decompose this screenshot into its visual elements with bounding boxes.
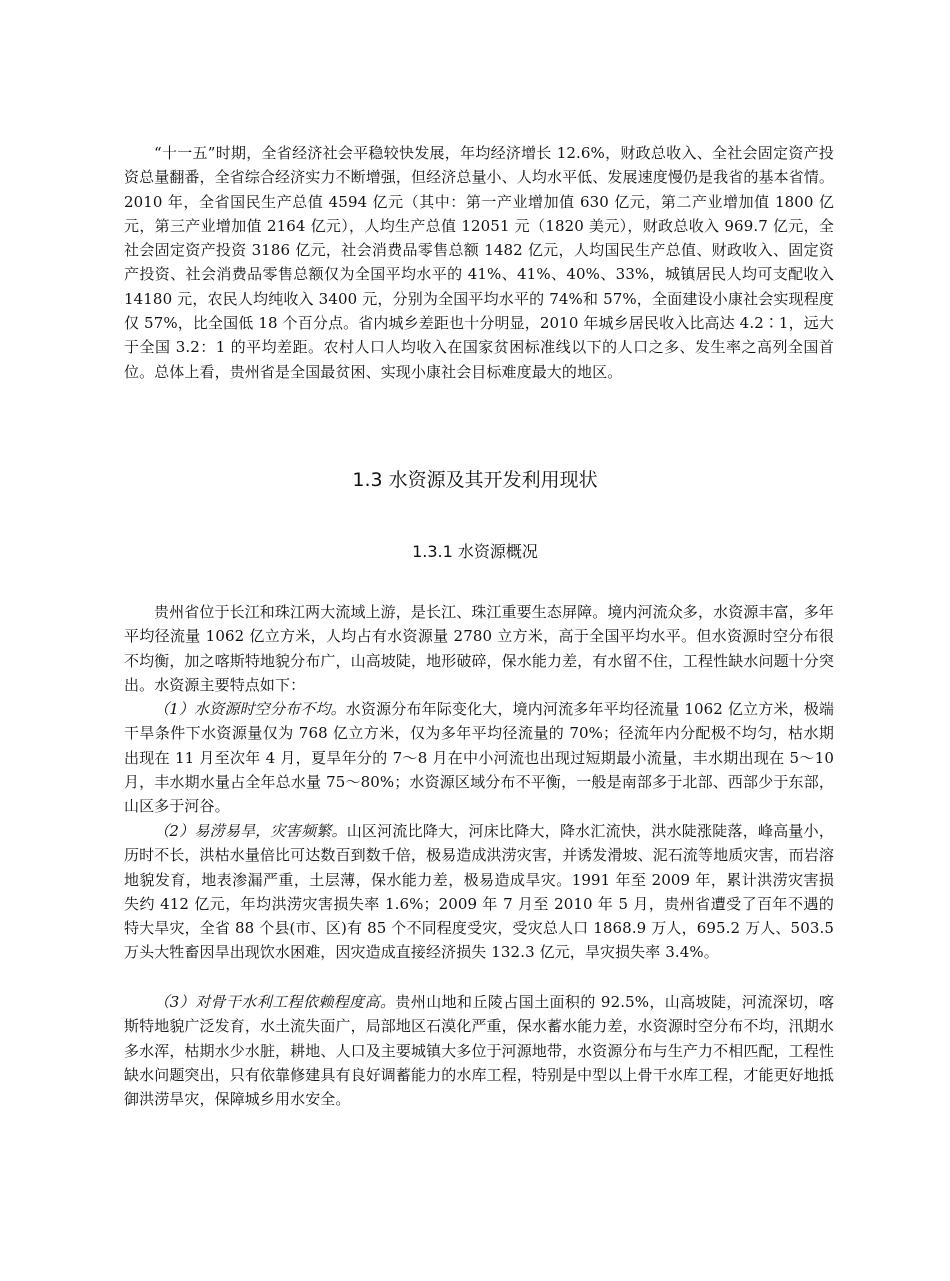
economy-paragraph <box>124 141 834 384</box>
feature-item-2 <box>124 819 834 965</box>
water-overview-paragraph <box>124 600 834 697</box>
feature-item-1-title: （1）水资源时空分布不均。 <box>154 700 346 718</box>
feature-item-2-body: 山区河流比降大，河床比降大，降水汇流快，洪水陡涨陡落，峰高量小，历时不长，洪枯水量倍比可达数百到数千倍，极易造成洪涝灾害，并诱发滑坡、泥石流等地质灾害，而岩溶地貌发育，地表渗漏严重，土层薄，保水能力差，极易造成旱灾。1991 年至 2009 年，累计洪涝灾害损失约 412 亿元，年均洪涝灾害损失率 1.6%；2009 年 7 月至 2010 年 5 月，贵州省遭受了百年不遇的特大旱灾，全省 88 个县(市、区)有 85 个不同程度受灾，受灾总人口 1868.9 万人，695.2 万人、503.5 万头大牲畜因旱出现饮水困难，因灾造成直接经济损失 132.3 亿元，旱灾损失率 3.4%。 <box>124 822 834 962</box>
feature-item-1-body: 水资源分布年际变化大，境内河流多年平均径流量 1062 亿立方米，极端干旱条件下水资源量仅为 768 亿立方米，仅为多年平均径流量的 70%；径流年内分配极不均匀，枯水期出现在 11 月至次年 4 月，夏旱年分的 7～8 月在中小河流也出现过短期最小流量，丰水期出现在 5～10 月，丰水期水量占全年总水量 75～80%；水资源区域分布不平衡，一般是南部多于北部、西部少于东部，山区多于河谷。 <box>124 700 834 816</box>
economy-paragraph-text: “十一五”时期，全省经济社会平稳较快发展，年均经济增长 12.6%，财政总收入、全社会固定资产投资总量翻番，全省综合经济实力不断增强，但经济总量小、人均水平低、发展速度慢仍是我省的基本省情。2010 年，全省国民生产总值 4594 亿元（其中：第一产业增加值 630 亿元，第二产业增加值 1800 亿元，第三产业增加值 2164 亿元），人均生产总值 12051 元（1820 美元），财政总收入 969.7 亿元，全社会固定资产投资 3186 亿元，社会消费品零售总额 1482 亿元，人均国民生产总值、财政收入、固定资产投资、社会消费品零售总额仅为全国平均水平的 41%、41%、40%、33%，城镇居民人均可支配收入 14180 元，农民人均纯收入 3400 元，分别为全国平均水平的 74%和 57%，全面建设小康社会实现程度仅 57%，比全国低 18 个百分点。省内城乡差距也十分明显，2010 年城乡居民收入比高达 4.2∶1，远大于全国 3.2：1 的平均差距。农村人口人均收入在国家贫困标准线以下的人口之多、发生率之高列全国首位。总体上看，贵州省是全国最贫困、实现小康社会目标难度最大的地区。 <box>124 144 834 381</box>
water-overview-text: 贵州省位于长江和珠江两大流域上游，是长江、珠江重要生态屏障。境内河流众多，水资源丰富，多年平均径流量 1062 亿立方米，人均占有水资源量 2780 立方米，高于全国平均水平。但水资源时空分布很不均衡，加之喀斯特地貌分布广，山高坡陡，地形破碎，保水能力差，有水留不住，工程性缺水问题十分突出。水资源主要特点如下： <box>124 603 834 694</box>
feature-item-3-body: 贵州山地和丘陵占国土面积的 92.5%，山高坡陡，河流深切，喀斯特地貌广泛发育，水土流失面广，局部地区石漠化严重，保水蓄水能力差，水资源时空分布不均，汛期水多水浑，枯期水少水脏，耕地、人口及主要城镇大多位于河源地带，水资源分布与生产力不相匹配，工程性缺水问题突出，只有依靠修建具有良好调蓄能力的水库工程，特别是中型以上骨干水库工程，才能更好地抵御洪涝旱灾，保障城乡用水安全。 <box>124 993 834 1109</box>
feature-item-2-title: （2）易涝易旱，灾害频繁。 <box>154 822 347 840</box>
feature-item-3 <box>124 990 834 1111</box>
feature-item-3-title: （3）对骨干水利工程依赖程度高。 <box>154 993 396 1011</box>
feature-item-1 <box>124 697 834 818</box>
section-heading: 1.3 水资源及其开发利用现状 <box>352 469 598 491</box>
subsection-heading: 1.3.1 水资源概况 <box>412 542 538 561</box>
